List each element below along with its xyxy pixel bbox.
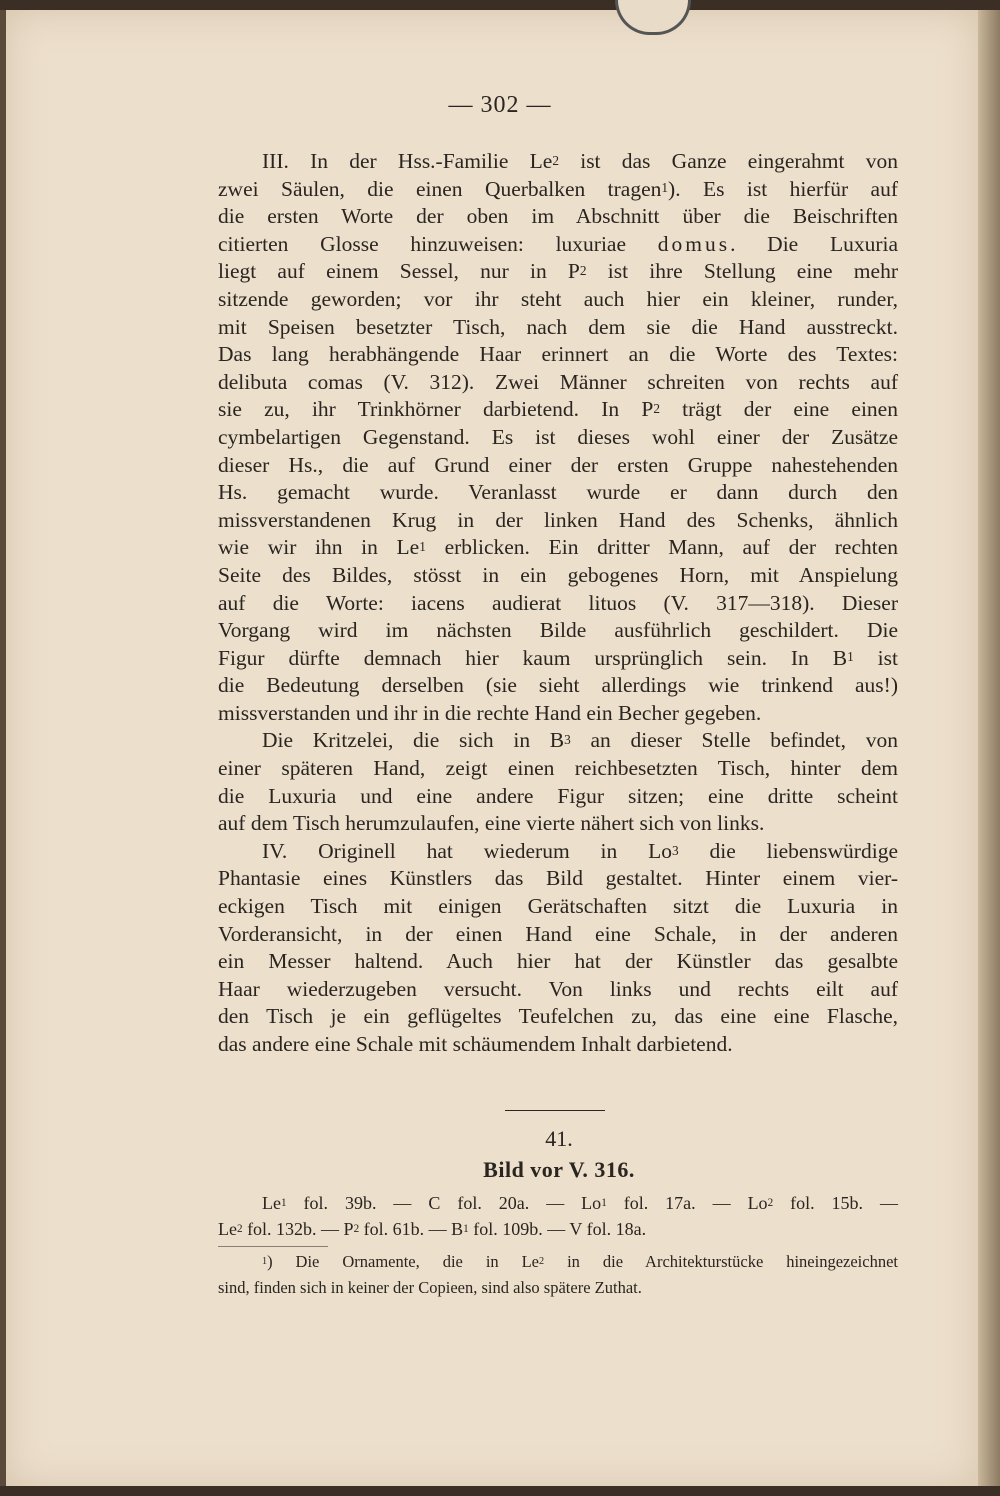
text-line: das andere eine Schale mit schäumendem Inhalt darbietend. (218, 1032, 733, 1056)
text-line: die Luxuria und eine andere Figur sitzen; eine dritte scheint (218, 783, 898, 808)
text-line: auf dem Tisch herumzulaufen, eine vierte nähert sich von links. (218, 811, 765, 836)
text-line: Das lang herabhängende Haar erinnert an die Worte des Textes: (218, 342, 898, 367)
manuscript-references (218, 1190, 898, 1242)
text-line: III. In der Hss.-Familie Le$^2$ ist das Ganze eingerahmt von (262, 149, 898, 173)
text-line: eckigen Tisch mit einigen Gerätschaften sitzt die Luxuria in (218, 894, 898, 919)
section-number: 41. (545, 1126, 573, 1151)
text-line: Haar wiederzugeben versucht. Von links und rechts eilt auf (218, 976, 898, 1001)
text-line: dieser Hs., die auf Grund einer der ersten Gruppe nahestehenden (218, 452, 898, 477)
page-edge (978, 10, 1000, 1488)
text-line: citierten Glosse hinzuweisen: luxuriae domus. Die Luxuria (218, 231, 898, 256)
text-line: delibuta comas (V. 312). Zwei Männer schreiten von rechts auf (218, 369, 898, 394)
text-line: mit Speisen besetzter Tisch, nach dem sie die Hand ausstreckt. (218, 314, 898, 339)
text-line: sitzende geworden; vor ihr steht auch hier ein kleiner, runder, (218, 286, 898, 311)
text-line: Seite des Bildes, stösst in ein gebogenes Horn, mit Anspielung (218, 562, 898, 587)
section-divider (505, 1110, 605, 1111)
footnote (218, 1249, 898, 1301)
text-line: Phantasie eines Künstlers das Bild gestaltet. Hinter einem vier- (218, 866, 898, 891)
text-line: Figur dürfte demnach hier kaum ursprünglich sein. In $B^1$ ist (218, 645, 898, 670)
text-line: einer späteren Hand, zeigt einen reichbesetzten Tisch, hinter dem (218, 756, 898, 781)
footnote-divider (218, 1246, 328, 1247)
text-line: Die Kritzelei, die sich in $B^3$ an dieser Stelle befindet, von (262, 728, 898, 753)
text-line: IV. Originell hat wiederum in Lo$^3$ die liebenswürdige (262, 838, 898, 863)
text-line: die ersten Worte der oben im Abschnitt über die Beischriften (218, 204, 898, 229)
scan-top-border (0, 0, 1000, 10)
footnote-line: sind, finden sich in keiner der Copieen, sind also spätere Zuthat. (218, 1278, 642, 1297)
footnote-line: $^1$) Die Ornamente, die in Le$^2$ in die Architekturstücke hineingezeichnet (262, 1252, 898, 1271)
text-line: Vorderansicht, in der einen Hand eine Schale, in der anderen (218, 921, 898, 946)
text-line: sie zu, ihr Trinkhörner darbietend. In $P^2$ trägt der eine einen (218, 397, 898, 422)
text-line: Hs. gemacht wurde. Veranlasst wurde er dann durch den (218, 480, 898, 505)
scan-bottom-border (0, 1486, 1000, 1496)
text-line: Vorgang wird im nächsten Bilde ausführlich geschildert. Die (218, 618, 898, 643)
text-line: ein Messer haltend. Auch hier hat der Künstler das gesalbte (218, 949, 898, 974)
text-line: cymbelartigen Gegenstand. Es ist dieses wohl einer der Zusätze (218, 424, 898, 449)
text-line: missverstandenen Krug in der linken Hand des Schenks, ähnlich (218, 507, 898, 532)
section-title: Bild vor V. 316. (483, 1157, 635, 1182)
page-number: — 302 — (448, 92, 552, 118)
text-line: die Bedeutung derselben (sie sieht allerdings wie trinkend aus!) (218, 673, 898, 698)
body-text (218, 148, 898, 1059)
reference-line: Le$^1$ fol. 39b. — C fol. 20a. — Lo$^1$ fol. 17a. — Lo$^2$ fol. 15b. — (262, 1193, 898, 1213)
text-line: liegt auf einem Sessel, nur in $P^2$ ist ihre Stellung eine mehr (218, 259, 898, 284)
text-line: auf die Worte: iacens audierat lituos (V. 317—318). Dieser (218, 590, 898, 615)
text-line: wie wir ihn in Le$^1$ erblicken. Ein dritter Mann, auf der rechten (218, 535, 898, 560)
reference-line: Le$^2$ fol. 132b. — $P^2$ fol. 61b. — $B^1$ fol. 109b. — V fol. 18a. (218, 1219, 647, 1239)
text-line: missverstanden und ihr in die rechte Hand ein Becher gegeben. (218, 700, 762, 725)
text-line: den Tisch je ein geflügeltes Teufelchen zu, das eine eine Flasche, (218, 1004, 898, 1029)
text-line: zwei Säulen, die einen Querbalken tragen$^1$). Es ist hierfür auf (218, 176, 898, 201)
